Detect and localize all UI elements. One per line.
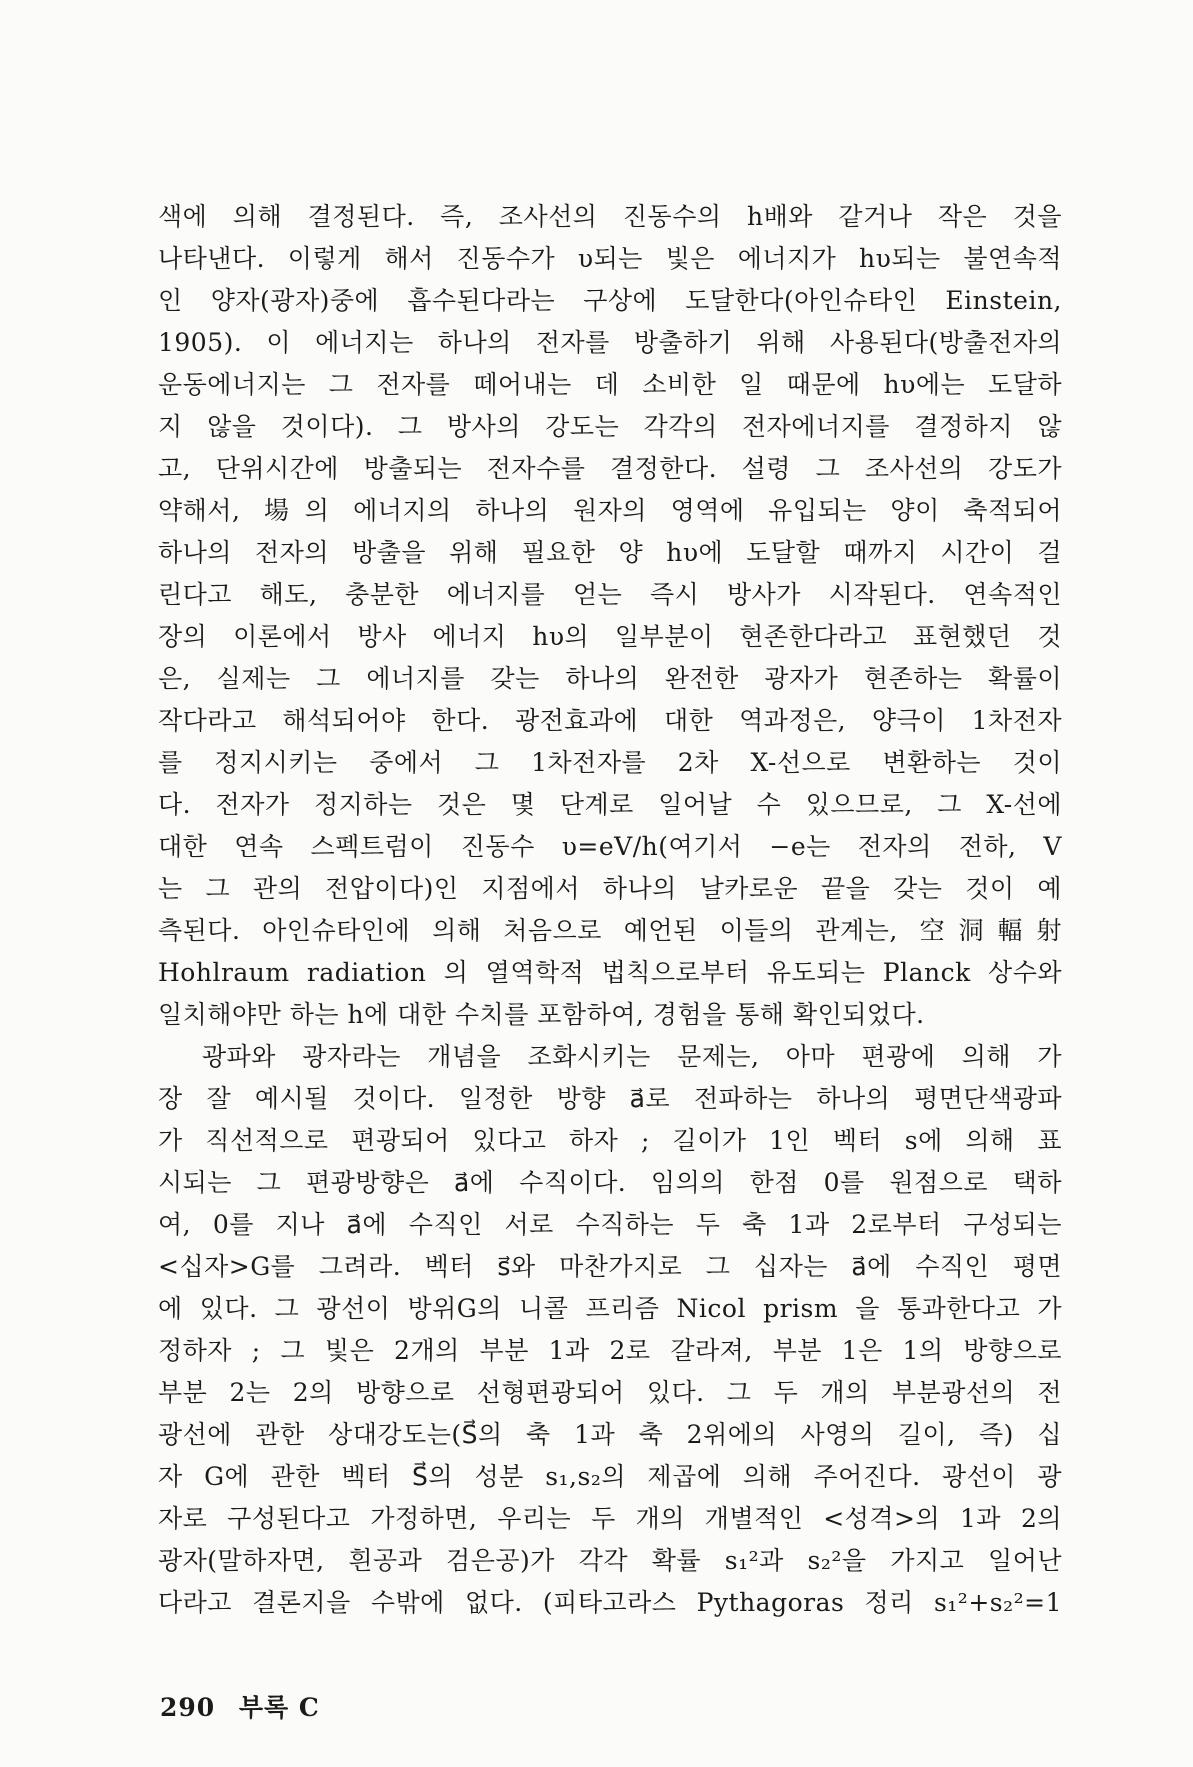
text-line: 인 양자(광자)중에 흡수된다라는 구상에 도달한다(아인슈타인 Einstein, — [158, 286, 1062, 315]
text-line: 장의 이론에서 방사 에너지 hυ의 일부분이 현존한다라고 표현했던 것 — [158, 622, 1062, 651]
text-line: 다. 전자가 정지하는 것은 몇 단계로 일어날 수 있으므로, 그 X-선에 — [158, 790, 1062, 819]
text-line: 에 있다. 그 광선이 방위G의 니콜 프리즘 Nicol prism 을 통과한다고 가 — [158, 1294, 1062, 1323]
text-line: 장 잘 예시될 것이다. 일정한 방향 a⃗로 전파하는 하나의 평면단색광파 — [158, 1084, 1062, 1113]
text-line: 광자(말하자면, 흰공과 검은공)가 각각 확률 s₁²과 s₂²을 가지고 일어난 — [158, 1546, 1062, 1575]
text-line: 는 그 관의 전압이다)인 지점에서 하나의 날카로운 끝을 갖는 것이 예 — [158, 874, 1062, 903]
text-line: 정하자 ; 그 빛은 2개의 부분 1과 2로 갈라져, 부분 1은 1의 방향으로 — [158, 1336, 1062, 1365]
paragraph-2 — [158, 1036, 1062, 1624]
page-footer — [160, 1688, 320, 1724]
body-text — [158, 196, 1062, 1624]
page-number: 290 — [160, 1693, 216, 1722]
text-line: 지 않을 것이다). 그 방사의 강도는 각각의 전자에너지를 결정하지 않 — [158, 412, 1062, 441]
text-line: 고, 단위시간에 방출되는 전자수를 결정한다. 설령 그 조사선의 강도가 — [158, 454, 1062, 483]
text-line: 측된다. 아인슈타인에 의해 처음으로 예언된 이들의 관계는, 空洞輻射 — [158, 916, 1062, 945]
text-line: 광선에 관한 상대강도는(S⃗의 축 1과 축 2위에의 사영의 길이, 즉) 십 — [158, 1420, 1062, 1449]
text-line: Hohlraum radiation 의 열역학적 법칙으로부터 유도되는 Planck 상수와 — [158, 958, 1062, 987]
paragraph-1 — [158, 196, 1062, 1036]
text-line: 1905). 이 에너지는 하나의 전자를 방출하기 위해 사용된다(방출전자의 — [158, 328, 1062, 357]
text-line: 대한 연속 스펙트럼이 진동수 υ=eV/h(여기서 −e는 전자의 전하, V — [158, 832, 1062, 861]
section-label: 부록 C — [238, 1693, 320, 1722]
text-line: 광파와 광자라는 개념을 조화시키는 문제는, 아마 편광에 의해 가 — [202, 1042, 1062, 1071]
text-line: 자 G에 관한 벡터 S⃗의 성분 s₁,s₂의 제곱에 의해 주어진다. 광선이 광 — [158, 1462, 1062, 1491]
text-line: 를 정지시키는 중에서 그 1차전자를 2차 X-선으로 변환하는 것이 — [158, 748, 1062, 777]
text-line: 가 직선적으로 편광되어 있다고 하자 ; 길이가 1인 벡터 s에 의해 표 — [158, 1126, 1062, 1155]
text-line: 다라고 결론지을 수밖에 없다. (피타고라스 Pythagoras 정리 s₁²+s₂²=1 — [158, 1588, 1062, 1617]
text-line: 부분 2는 2의 방향으로 선형편광되어 있다. 그 두 개의 부분광선의 전 — [158, 1378, 1062, 1407]
text-line: 약해서, 場의 에너지의 하나의 원자의 영역에 유입되는 양이 축적되어 — [158, 496, 1062, 525]
text-line: 운동에너지는 그 전자를 떼어내는 데 소비한 일 때문에 hυ에는 도달하 — [158, 370, 1062, 399]
text-line: 은, 실제는 그 에너지를 갖는 하나의 완전한 광자가 현존하는 확률이 — [158, 664, 1062, 693]
text-line: <십자>G를 그려라. 벡터 s⃗와 마찬가지로 그 십자는 a⃗에 수직인 평면 — [158, 1252, 1062, 1281]
text-line: 색에 의해 결정된다. 즉, 조사선의 진동수의 h배와 같거나 작은 것을 — [158, 202, 1062, 231]
text-line: 작다라고 해석되어야 한다. 광전효과에 대한 역과정은, 양극이 1차전자 — [158, 706, 1062, 735]
text-line: 시되는 그 편광방향은 a⃗에 수직이다. 임의의 한점 0를 원점으로 택하 — [158, 1168, 1062, 1197]
text-line: 하나의 전자의 방출을 위해 필요한 양 hυ에 도달할 때까지 시간이 걸 — [158, 538, 1062, 567]
text-line: 일치해야만 하는 h에 대한 수치를 포함하여, 경험을 통해 확인되었다. — [158, 1000, 925, 1029]
text-line: 여, 0를 지나 a⃗에 수직인 서로 수직하는 두 축 1과 2로부터 구성되는 — [158, 1210, 1062, 1239]
text-line: 린다고 해도, 충분한 에너지를 얻는 즉시 방사가 시작된다. 연속적인 — [158, 580, 1062, 609]
text-line: 자로 구성된다고 가정하면, 우리는 두 개의 개별적인 <성격>의 1과 2의 — [158, 1504, 1062, 1533]
text-line: 나타낸다. 이렇게 해서 진동수가 υ되는 빛은 에너지가 hυ되는 불연속적 — [158, 244, 1062, 273]
